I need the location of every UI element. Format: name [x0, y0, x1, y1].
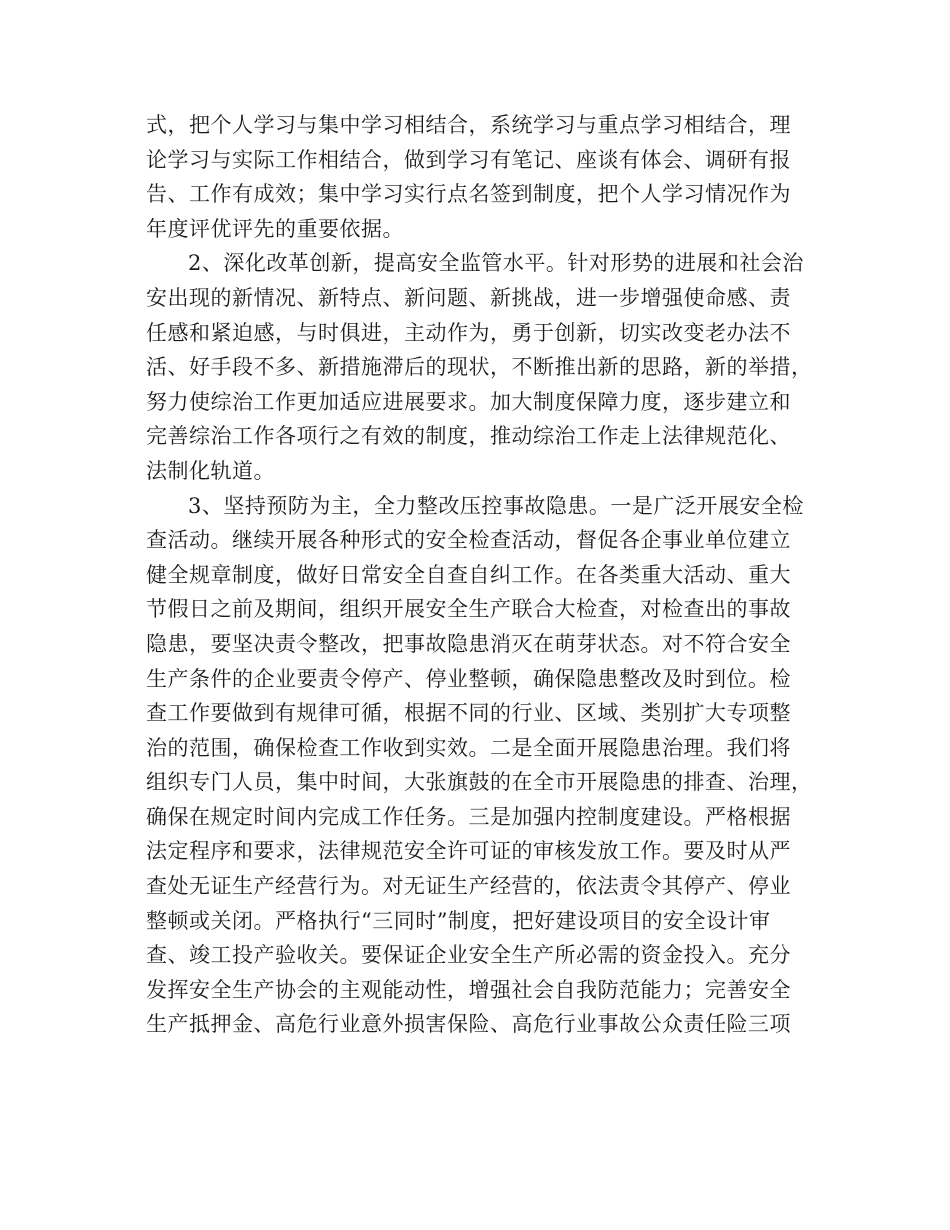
text-line: 完善综治工作各项行之有效的制度，推动综治工作走上法律规范化、	[146, 424, 791, 449]
text-line: 确保在规定时间内完成工作任务。三是加强内控制度建设。严格根据	[146, 804, 791, 829]
text-line: 整顿或关闭。严格执行“三同时”制度，把好建设项目的安全设计审	[146, 908, 771, 933]
text-line: 治的范围，确保检查工作收到实效。二是全面开展隐患治理。我们将	[146, 735, 791, 760]
text-line: 论学习与实际工作相结合，做到学习有笔记、座谈有体会、调研有报	[146, 147, 791, 172]
text-line: 查活动。继续开展各种形式的安全检查活动，督促各企事业单位建立	[146, 528, 791, 553]
text-line: 法制化轨道。	[146, 458, 275, 483]
text-line: 健全规章制度，做好日常安全自查自纠工作。在各类重大活动、重大	[146, 562, 791, 587]
text-line: 任感和紧迫感，与时俱进，主动作为，勇于创新，切实改变老办法不	[146, 320, 791, 345]
text-line: 隐患，要坚决责令整改，把事故隐患消灭在萌芽状态。对不符合安全	[146, 631, 791, 656]
paragraph-first-line: 3、坚持预防为主，全力整改压控事故隐患。一是广泛开展安全检	[188, 493, 804, 518]
document-body	[146, 108, 814, 1042]
text-line: 年度评优评先的重要依据。	[146, 216, 404, 241]
text-line: 查处无证生产经营行为。对无证生产经营的，依法责令其停产、停业	[146, 874, 791, 899]
text-line: 安出现的新情况、新特点、新问题、新挑战，进一步增强使命感、责	[146, 285, 791, 310]
text-line: 查、竣工投产验收关。要保证企业安全生产所必需的资金投入。充分	[146, 943, 791, 968]
text-line: 告、工作有成效；集中学习实行点名签到制度，把个人学习情况作为	[146, 182, 791, 207]
text-line: 生产条件的企业要责令停产、停业整顿，确保隐患整改及时到位。检	[146, 666, 791, 691]
text-line: 法定程序和要求，法律规范安全许可证的审核发放工作。要及时从严	[146, 839, 791, 864]
text-line: 发挥安全生产协会的主观能动性，增强社会自我防范能力；完善安全	[146, 977, 791, 1002]
text-line: 节假日之前及期间，组织开展安全生产联合大检查，对检查出的事故	[146, 597, 791, 622]
text-line: 查工作要做到有规律可循，根据不同的行业、区域、类别扩大专项整	[146, 701, 791, 726]
text-line: 组织专门人员，集中时间，大张旗鼓的在全市开展隐患的排查、治理，	[146, 770, 813, 795]
text-line: 式，把个人学习与集中学习相结合，系统学习与重点学习相结合，理	[146, 113, 791, 137]
text-line: 生产抵押金、高危行业意外损害保险、高危行业事故公众责任险三项	[146, 1012, 791, 1037]
text-line: 努力使综治工作更加适应进展要求。加大制度保障力度，逐步建立和	[146, 389, 791, 414]
text-line: 活、好手段不多、新措施滞后的现状，不断推出新的思路，新的举措，	[146, 355, 813, 380]
paragraph-first-line: 2、深化改革创新，提高安全监管水平。针对形势的进展和社会治	[188, 251, 804, 276]
